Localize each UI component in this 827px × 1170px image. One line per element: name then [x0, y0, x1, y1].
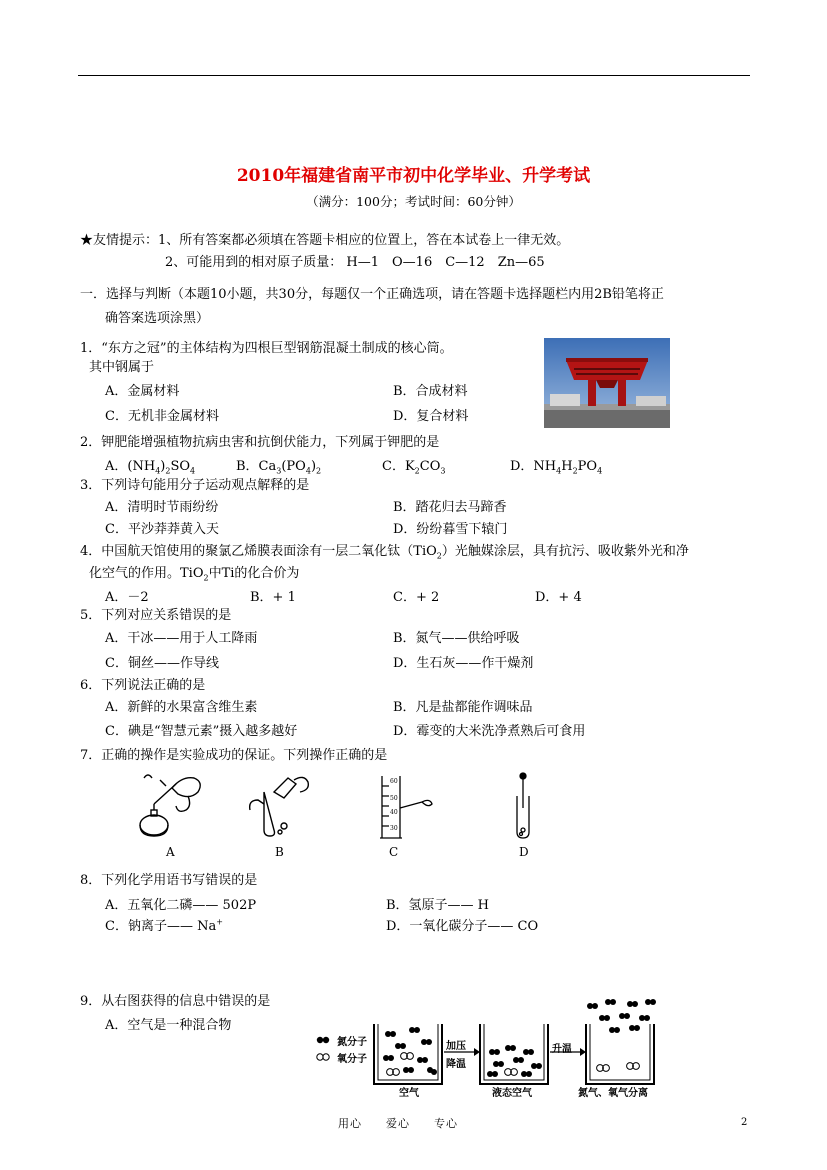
q6-option-a: A．新鲜的水果富含维生素	[105, 700, 258, 715]
q5-option-a: A．干冰——用于人工降雨	[105, 631, 258, 646]
q8-option-c: C．钠离子—— Na+	[105, 917, 223, 934]
svg-text:30: 30	[390, 825, 398, 832]
q6-stem: 6．下列说法正确的是	[80, 678, 206, 693]
q1-option-a: A．金属材料	[105, 384, 180, 399]
q1-option-b: B．合成材料	[393, 384, 468, 399]
q3-option-c: C．平沙莽莽黄入天	[105, 522, 219, 537]
q3-option-d: D．纷纷暮雪下辕门	[393, 522, 508, 537]
test-tube-solid-icon	[244, 770, 314, 842]
exam-title: 2010年福建省南平市初中化学毕业、升学考试	[236, 166, 591, 186]
q2-option-a: A．$(NH_4)_2SO_4$	[105, 459, 196, 476]
measuring-cylinder-icon	[362, 772, 442, 842]
china-pavilion-image	[544, 338, 670, 428]
svg-text:40: 40	[390, 809, 398, 816]
q1-option-d: D．复合材料	[393, 409, 469, 424]
exam-subtitle: （满分：100分；考试时间：60分钟）	[306, 194, 521, 209]
q8-option-a: A．五氧化二磷—— 502P	[105, 898, 257, 913]
q4-option-a: A．－2	[105, 590, 149, 605]
q7-label-d: D	[519, 845, 529, 859]
q1-stem-2: 其中钢属于	[89, 360, 155, 375]
legend-oxygen-label: 氧分子	[337, 1054, 367, 1065]
q2-option-c: C．$K_2CO_3$	[382, 459, 446, 476]
legend-nitrogen-label: 氮分子	[337, 1037, 367, 1048]
dropper-test-tube-icon	[508, 770, 538, 842]
q6-option-d: D．霉变的大米洗净煮熟后可食用	[393, 724, 586, 739]
section-heading: 一．选择与判断（本题10小题，共30分，每题仅一个正确选项，请在答题卡选择题栏内用2B铅笔将正	[80, 287, 664, 302]
q5-option-c: C．铜丝——作导线	[105, 656, 219, 671]
q9-stem: 9．从右图获得的信息中错误的是	[80, 994, 271, 1009]
q7-label-b: B	[275, 845, 284, 859]
svg-text:50: 50	[390, 795, 398, 802]
arrow1-top-label: 加压	[446, 1041, 466, 1052]
section-heading-cont: 确答案选项涂黑）	[105, 311, 210, 326]
page-number: 2	[741, 1117, 748, 1128]
page-footer: 用心 爱心 专心	[338, 1117, 458, 1130]
arrow1-bottom-label: 降温	[446, 1059, 466, 1070]
beaker3-label: 氮气、氧气分离	[578, 1088, 648, 1099]
arrow2-label: 升温	[552, 1044, 572, 1055]
q8-option-d: D．一氧化碳分子—— CO	[386, 919, 539, 934]
q4-option-b: B．+ 1	[250, 590, 296, 605]
tip-line-1: ★友情提示：1、所有答案都必须填在答题卡相应的位置上，答在本试卷上一律无效。	[80, 233, 570, 248]
q3-stem: 3．下列诗句能用分子运动观点解释的是	[80, 478, 310, 493]
svg-text:60: 60	[390, 778, 398, 785]
q1-option-c: C．无机非金属材料	[105, 409, 219, 424]
q8-option-b: B．氢原子—— H	[386, 898, 490, 913]
tip-line-2: 2、可能用到的相对原子质量： H—1 O—16 C—12 Zn—65	[165, 255, 545, 270]
alcohol-lamp-icon	[132, 770, 212, 842]
q7-label-c: C	[389, 845, 399, 859]
q6-option-b: B．凡是盐都能作调味品	[393, 700, 533, 715]
q7-label-a: A	[166, 845, 175, 859]
q1-stem: 1．“东方之冠”的主体结构为四根巨型钢筋混凝土制成的核心筒。	[80, 341, 453, 356]
q9-option-a: A．空气是一种混合物	[105, 1018, 232, 1033]
q4-stem-line2: 化空气的作用。TiO$_2$中Ti的化合价为	[89, 566, 300, 583]
q4-option-c: C．+ 2	[393, 590, 440, 605]
q6-option-c: C．碘是“智慧元素”摄入越多越好	[105, 724, 298, 739]
q4-stem-line1: 4．中国航天馆使用的聚氯乙烯膜表面涂有一层二氧化钛（TiO$_2$）光触媒涂层，具有抗污、吸收紫外光和净	[80, 544, 689, 561]
q5-stem: 5．下列对应关系错误的是	[80, 608, 232, 623]
q4-option-d: D．+ 4	[535, 590, 582, 605]
beaker2-label: 液态空气	[492, 1088, 532, 1099]
header-rule	[78, 75, 750, 76]
q2-stem: 2．钾肥能增强植物抗病虫害和抗倒伏能力，下列属于钾肥的是	[80, 435, 440, 450]
q3-option-a: A．清明时节雨纷纷	[105, 500, 219, 515]
q2-option-d: D．$NH_4H_2PO_4$	[510, 459, 603, 476]
q5-option-b: B．氮气——供给呼吸	[393, 631, 520, 646]
beaker1-label: 空气	[399, 1088, 419, 1099]
q7-stem: 7．正确的操作是实验成功的保证。下列操作正确的是	[80, 748, 388, 763]
q3-option-b: B．踏花归去马蹄香	[393, 500, 507, 515]
q2-option-b: B．$Ca_3(PO_4)_2$	[236, 459, 322, 476]
q5-option-d: D．生石灰——作干燥剂	[393, 656, 534, 671]
q8-stem: 8．下列化学用语书写错误的是	[80, 873, 258, 888]
